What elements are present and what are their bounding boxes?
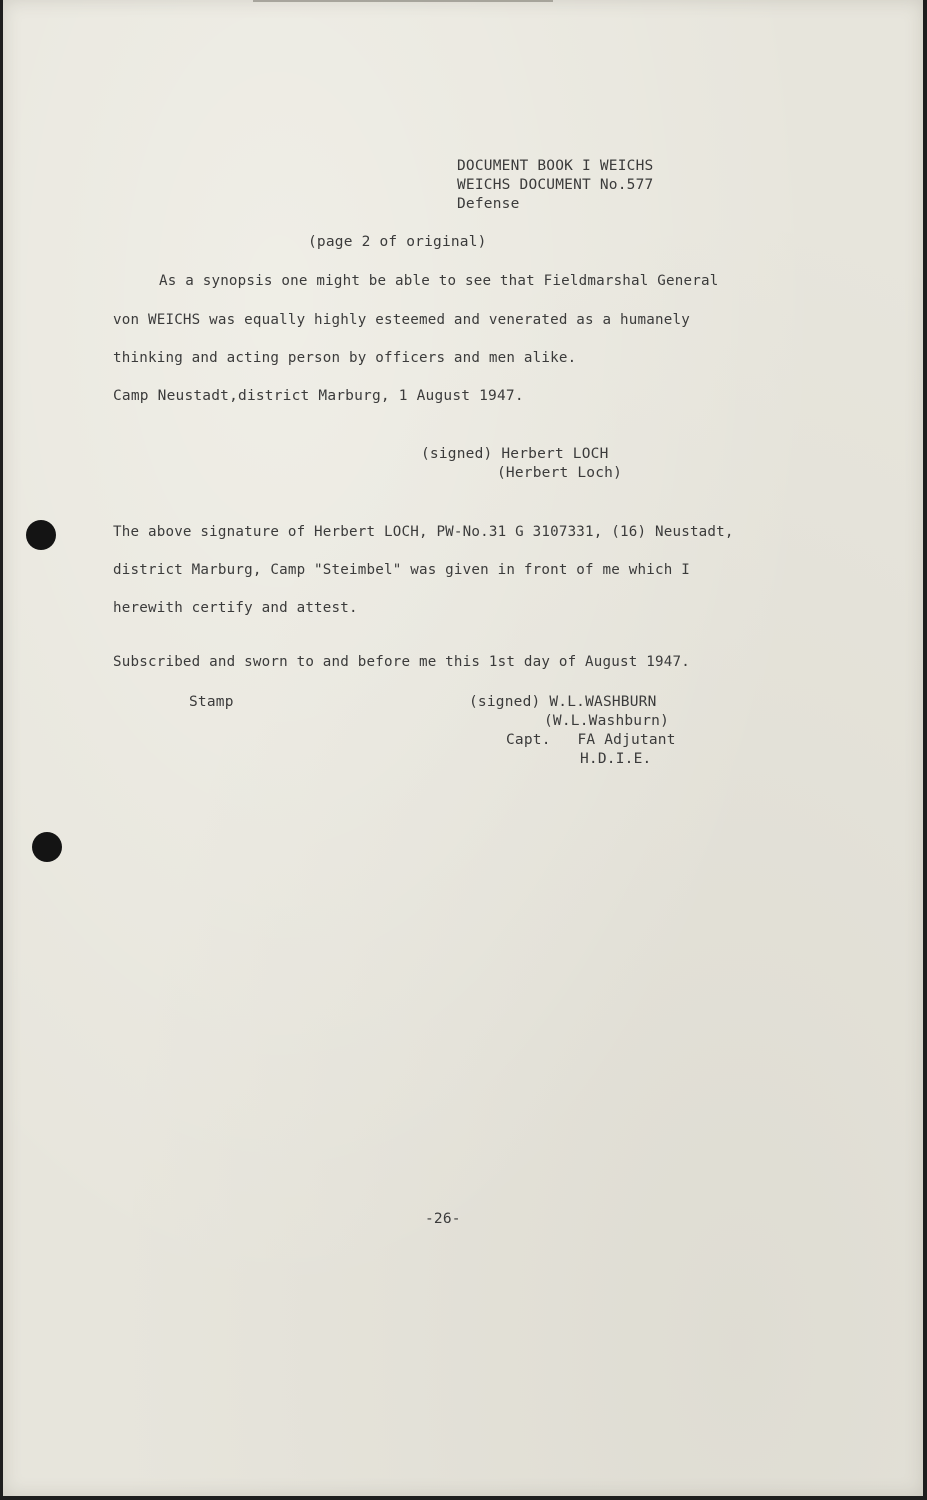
officer-rank: Capt. FA Adjutant (506, 732, 676, 748)
subscribed-and-sworn-line: Subscribed and sworn to and before me this 1st day of August 1947. (113, 654, 690, 670)
punch-hole-upper (26, 520, 56, 550)
punch-hole-lower (32, 832, 62, 862)
body-paragraph-line-2: von WEICHS was equally highly esteemed and venerated as a humanely (113, 312, 690, 328)
header-line-document-number: WEICHS DOCUMENT No.577 (457, 177, 654, 193)
stamp-label: Stamp (189, 694, 234, 710)
certification-line-3: herewith certify and attest. (113, 600, 358, 616)
page-of-original-note: (page 2 of original) (308, 234, 487, 250)
top-edge-mark (253, 0, 553, 2)
header-line-defense: Defense (457, 196, 520, 212)
certification-line-2: district Marburg, Camp "Steimbel" was given in front of me which I (113, 562, 690, 578)
body-paragraph-line-1: As a synopsis one might be able to see that Fieldmarshal General (159, 273, 719, 289)
signed-herbert-loch: (signed) Herbert LOCH (421, 446, 609, 462)
officer-unit: H.D.I.E. (580, 751, 652, 767)
herbert-loch-name: (Herbert Loch) (497, 465, 623, 481)
page-number: -26- (425, 1211, 461, 1227)
body-paragraph-line-3: thinking and acting person by officers and men alike. (113, 350, 577, 366)
washburn-name: (W.L.Washburn) (544, 713, 670, 729)
place-and-date: Camp Neustadt,district Marburg, 1 August 1947. (113, 388, 524, 404)
signed-washburn: (signed) W.L.WASHBURN (469, 694, 657, 710)
certification-line-1: The above signature of Herbert LOCH, PW-No.31 G 3107331, (16) Neustadt, (113, 524, 734, 540)
document-page (3, 0, 923, 1496)
header-line-document-book: DOCUMENT BOOK I WEICHS (457, 158, 654, 174)
